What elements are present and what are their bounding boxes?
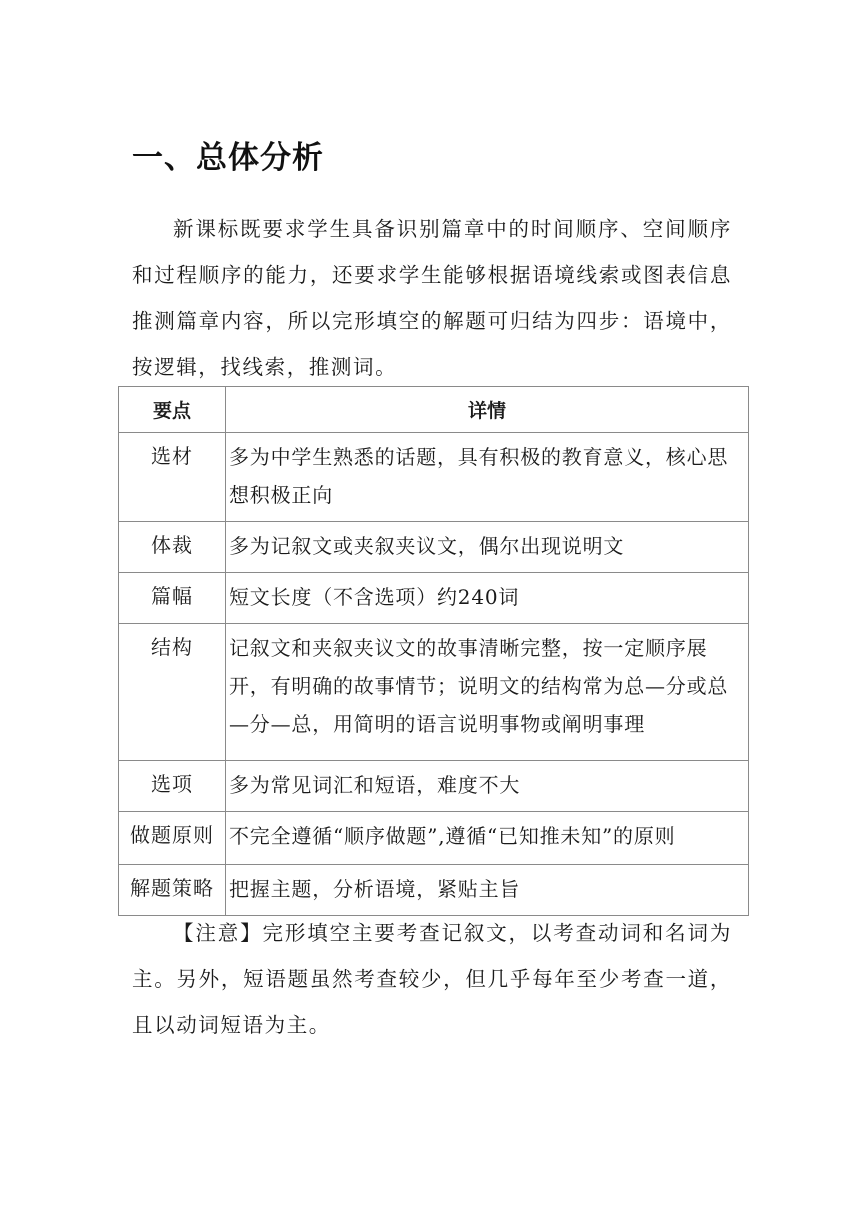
- table-row: [119, 624, 749, 761]
- row-detail: 短文长度（不含选项）约240词: [226, 573, 749, 624]
- intro-paragraph: 新课标既要求学生具备识别篇章中的时间顺序、空间顺序和过程顺序的能力，还要求学生能够根据语境线索或图表信息推测篇章内容，所以完形填空的解题可归结为四步：语境中，按逻辑，找线索，推测词。: [132, 217, 732, 379]
- table-row: [119, 433, 749, 522]
- note-paragraph: 【注意】完形填空主要考查记叙文，以考查动词和名词为主。另外，短语题虽然考查较少，但几乎每年至少考查一道，且以动词短语为主。: [132, 921, 732, 1037]
- header-detail: 详情: [226, 387, 749, 433]
- table-row: [119, 812, 749, 865]
- row-key: 做题原则: [119, 812, 226, 865]
- key-points-table: [118, 386, 749, 916]
- table-row: [119, 522, 749, 573]
- table-row: [119, 761, 749, 812]
- row-detail: 记叙文和夹叙夹议文的故事清晰完整，按一定顺序展开，有明确的故事情节；说明文的结构常为总—分或总—分—总，用简明的语言说明事物或阐明事理: [226, 624, 749, 761]
- header-key: 要点: [119, 387, 226, 433]
- row-detail: 把握主题，分析语境，紧贴主旨: [226, 865, 749, 916]
- row-key: 篇幅: [119, 573, 226, 624]
- row-key: 解题策略: [119, 865, 226, 916]
- section-heading: 一、总体分析: [132, 140, 324, 176]
- row-detail: 不完全遵循“顺序做题”,遵循“已知推未知”的原则: [226, 812, 749, 865]
- row-key: 体裁: [119, 522, 226, 573]
- row-key: 结构: [119, 624, 226, 761]
- row-key: 选材: [119, 433, 226, 522]
- table-row: [119, 573, 749, 624]
- row-detail: 多为常见词汇和短语，难度不大: [226, 761, 749, 812]
- row-key: 选项: [119, 761, 226, 812]
- table-row: [119, 865, 749, 916]
- row-detail: 多为中学生熟悉的话题，具有积极的教育意义，核心思想积极正向: [226, 433, 749, 522]
- table-header-row: [119, 387, 749, 433]
- row-detail: 多为记叙文或夹叙夹议文，偶尔出现说明文: [226, 522, 749, 573]
